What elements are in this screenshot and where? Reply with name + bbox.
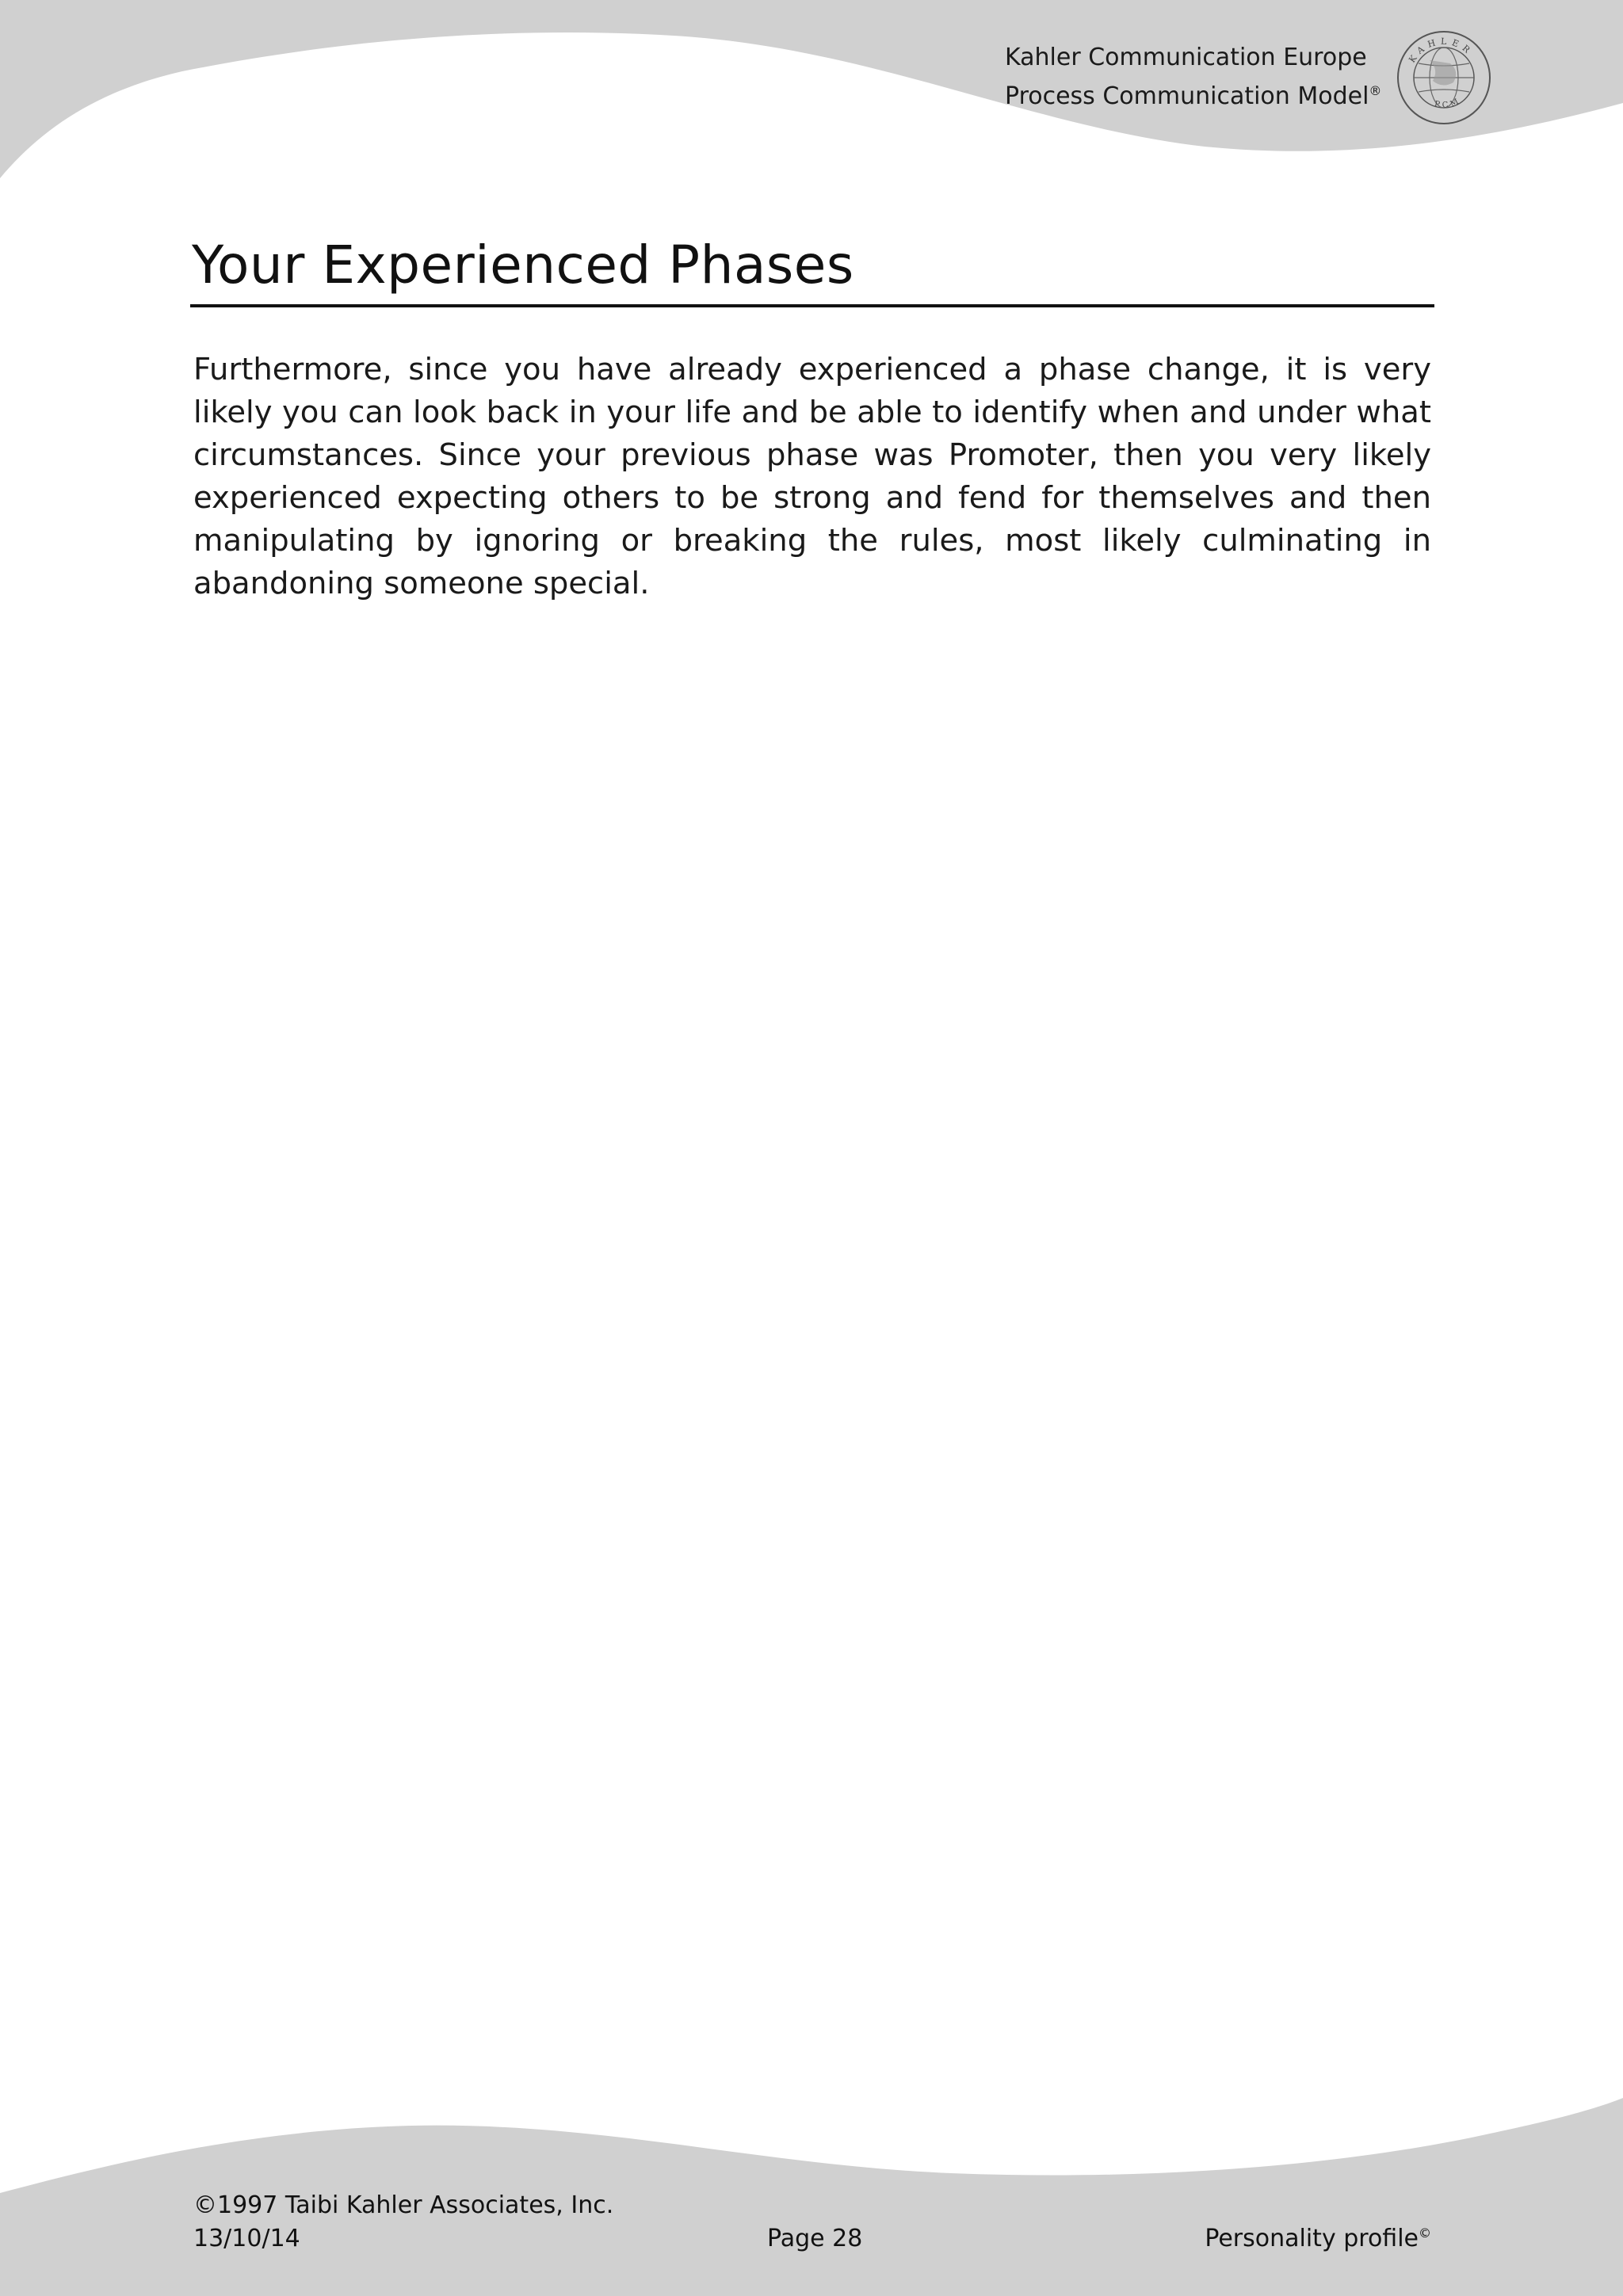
company-name: Kahler Communication Europe: [1005, 44, 1367, 71]
header-text: [1005, 41, 1381, 113]
page-title: Your Experienced Phases: [192, 235, 854, 296]
logo-top-text: KAHLER: [1407, 36, 1476, 65]
page-number: Page 28: [767, 2225, 863, 2252]
model-name: Process Communication Model®: [1005, 82, 1382, 110]
footer-copyright: ©1997 Taibi Kahler Associates, Inc.: [193, 2191, 614, 2219]
svg-text:PCM: [1434, 96, 1463, 110]
footer-profile: Personality profile©: [1205, 2225, 1431, 2252]
logo-bottom-text: PCM: [1434, 96, 1464, 110]
footer-date: 13/10/14: [193, 2225, 300, 2252]
globe-seal-icon: [1395, 29, 1493, 127]
body-paragraph: Furthermore, since you have already experienced a phase change, it is very likely you can look back in your life and be able to identify when and under what circumstances. Since your previous phase was Promoter, then you very likely experienced expecting others to be strong and fend for themselves and then manipulating by ignoring or breaking the rules, most likely culminating in abandoning someone special.: [193, 352, 1431, 601]
title-underline: [190, 304, 1434, 307]
